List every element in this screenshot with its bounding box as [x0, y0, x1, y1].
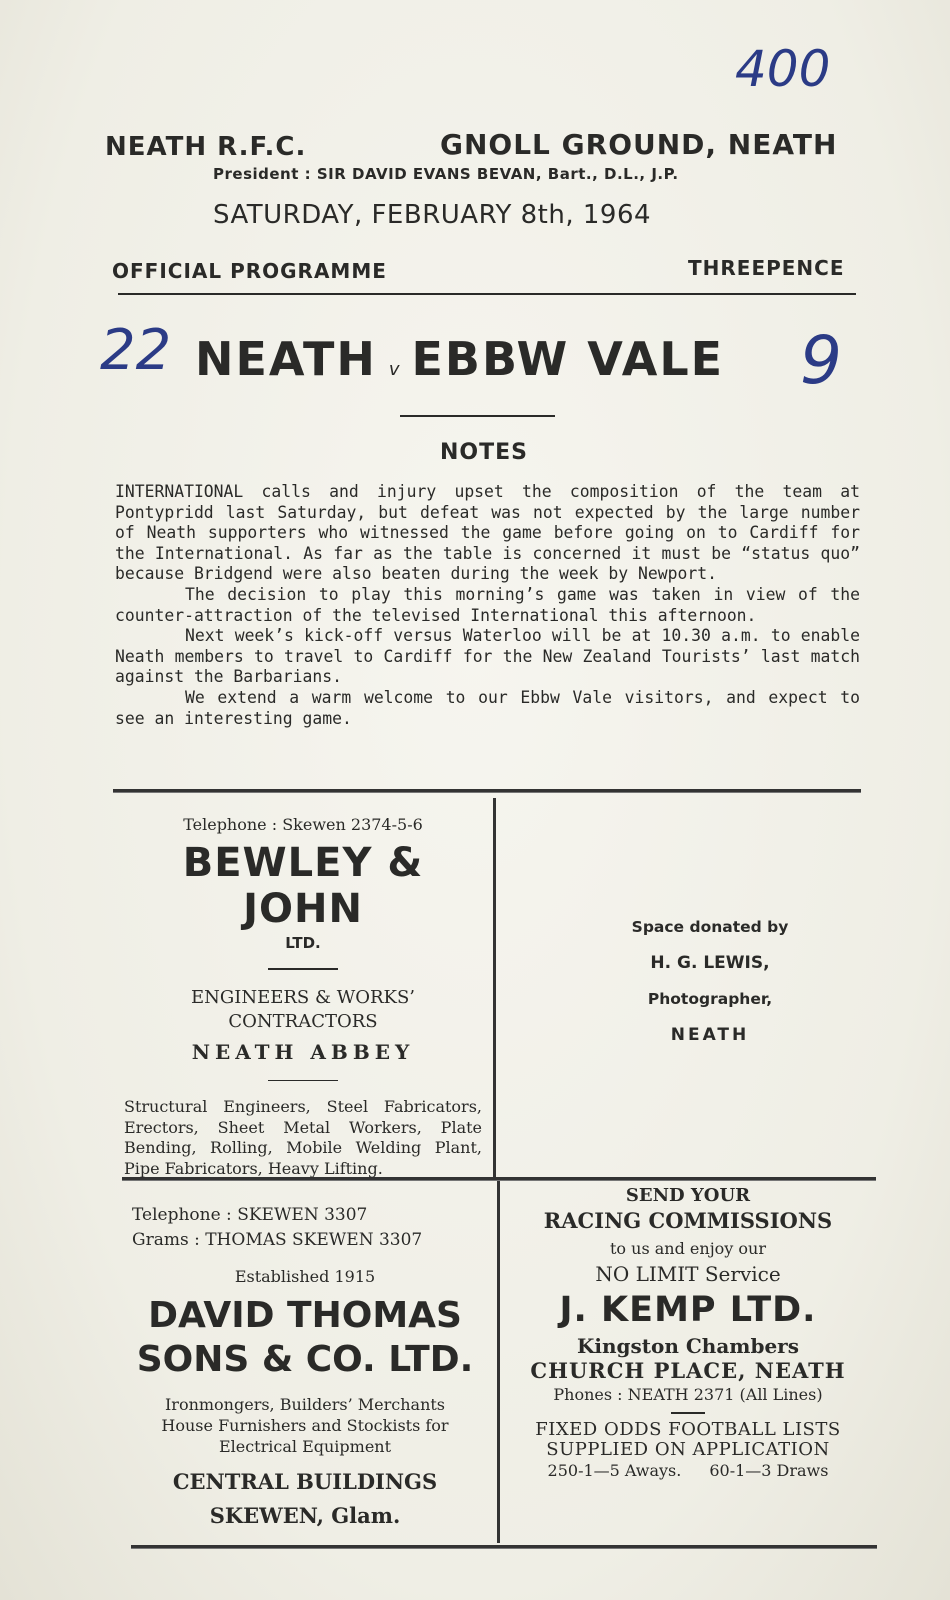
ad-line: NO LIMIT Service	[595, 1262, 781, 1286]
ad-telephone: Telephone : SKEWEN 3307	[132, 1205, 368, 1225]
ad-odds-aways: 250-1—5 Aways.	[547, 1460, 682, 1480]
ad-line: SUPPLIED ON APPLICATION	[546, 1438, 830, 1460]
programme-price: THREEPENCE	[688, 256, 845, 280]
club-name: NEATH R.F.C.	[105, 132, 307, 162]
notes-body	[115, 482, 860, 729]
notes-paragraph: INTERNATIONAL calls and injury upset the composition of the team at Pontypridd last Saturday, but defeat was not expected by the large number of Neath supporters who witnessed the game before going on to Cardiff for the International. As far as the table is concerned it must be “status quo” because Bridgend were also beaten during the week by Newport.	[115, 482, 860, 584]
ad-line: Ironmongers, Builders’ Merchants	[164, 1395, 446, 1414]
ad-grams: Grams : THOMAS SKEWEN 3307	[132, 1230, 423, 1250]
handwritten-number: 400	[735, 40, 831, 98]
ad-rule	[268, 968, 338, 970]
ad-company-name: BEWLEY & JOHN	[182, 840, 424, 932]
divider-vertical-lower	[497, 1181, 500, 1543]
ad-line: CONTRACTORS	[228, 1010, 378, 1032]
notes-paragraph: We extend a warm welcome to our Ebbw Vale visitors, and expect to see an interesting game.	[115, 687, 860, 728]
notes-paragraph: The decision to play this morning’s game was taken in view of the counter-attraction of the televised International this afternoon.	[115, 584, 860, 625]
ad-company-name: SONS & CO. LTD.	[136, 1339, 474, 1380]
ad-bewley-john	[118, 815, 488, 1179]
ad-rule	[671, 1412, 705, 1414]
ad-company-name: DAVID THOMAS	[148, 1295, 462, 1336]
ad-odds-draws: 60-1—3 Draws	[709, 1460, 829, 1480]
ad-description: Structural Engineers, Steel Fabricators, Erectors, Sheet Metal Workers, Plate Bending, Rolling, Mobile Welding Plant, Pipe Fabricators, Heavy Lifting.	[124, 1097, 482, 1178]
divider-top	[113, 789, 861, 793]
ad-line: Electrical Equipment	[218, 1437, 392, 1456]
ad-line: H. G. LEWIS,	[650, 953, 770, 973]
ad-address	[120, 1465, 490, 1533]
ad-telephone: Telephone : Skewen 2374-5-6	[183, 815, 423, 834]
away-score: 9	[800, 322, 842, 399]
versus: v	[388, 359, 400, 380]
ad-line: House Furnishers and Stockists for	[161, 1416, 449, 1435]
divider-bottom	[131, 1545, 877, 1549]
divider-vertical-upper	[493, 798, 496, 1178]
ad-line: FIXED ODDS FOOTBALL LISTS	[535, 1418, 841, 1440]
ad-line: ENGINEERS & WORKS’	[190, 986, 416, 1008]
home-score: 22	[100, 318, 172, 383]
ad-line: SEND YOUR	[625, 1185, 751, 1206]
ad-established: Established 1915	[234, 1267, 376, 1286]
ad-ltd: LTD.	[285, 934, 321, 952]
notes-paragraph: Next week’s kick-off versus Waterloo will be at 10.30 a.m. to enable Neath members to travel to Cardiff for the New Zealand Tourists’ last match against the Barbarians.	[115, 626, 860, 687]
ad-location: NEATH ABBEY	[191, 1039, 415, 1064]
ad-j-kemp	[507, 1185, 869, 1481]
ad-line: SKEWEN, Glam.	[209, 1503, 401, 1528]
match-date: SATURDAY, FEBRUARY 8th, 1964	[213, 200, 652, 230]
ad-lewis	[560, 918, 860, 1062]
ad-line: NEATH	[670, 1025, 750, 1045]
notes-heading: NOTES	[440, 440, 528, 465]
ad-odds	[507, 1460, 869, 1481]
president-line: President : SIR DAVID EVANS BEVAN, Bart., D.L., J.P.	[213, 165, 679, 183]
match-title	[195, 332, 724, 386]
official-programme: OFFICIAL PROGRAMME	[112, 259, 387, 283]
ad-phones: Phones : NEATH 2371 (All Lines)	[553, 1385, 823, 1404]
ad-line: RACING COMMISSIONS	[543, 1208, 833, 1233]
ad-address: CHURCH PLACE, NEATH	[530, 1358, 846, 1383]
ad-rule	[268, 1080, 338, 1082]
ground-name: GNOLL GROUND, NEATH	[440, 128, 838, 161]
header-rule	[118, 293, 856, 295]
ad-line: Photographer,	[647, 990, 773, 1008]
ad-company-name: J. KEMP LTD.	[559, 1290, 817, 1330]
ad-line: CENTRAL BUILDINGS	[172, 1469, 438, 1494]
ad-description	[120, 1394, 490, 1457]
title-rule	[400, 415, 555, 417]
home-team: NEATH	[195, 332, 377, 386]
away-team: EBBW VALE	[411, 332, 725, 386]
ad-david-thomas	[120, 1203, 490, 1533]
ad-line: Space donated by	[631, 918, 789, 936]
ad-line: to us and enjoy our	[610, 1239, 766, 1258]
ad-address: Kingston Chambers	[577, 1334, 799, 1358]
